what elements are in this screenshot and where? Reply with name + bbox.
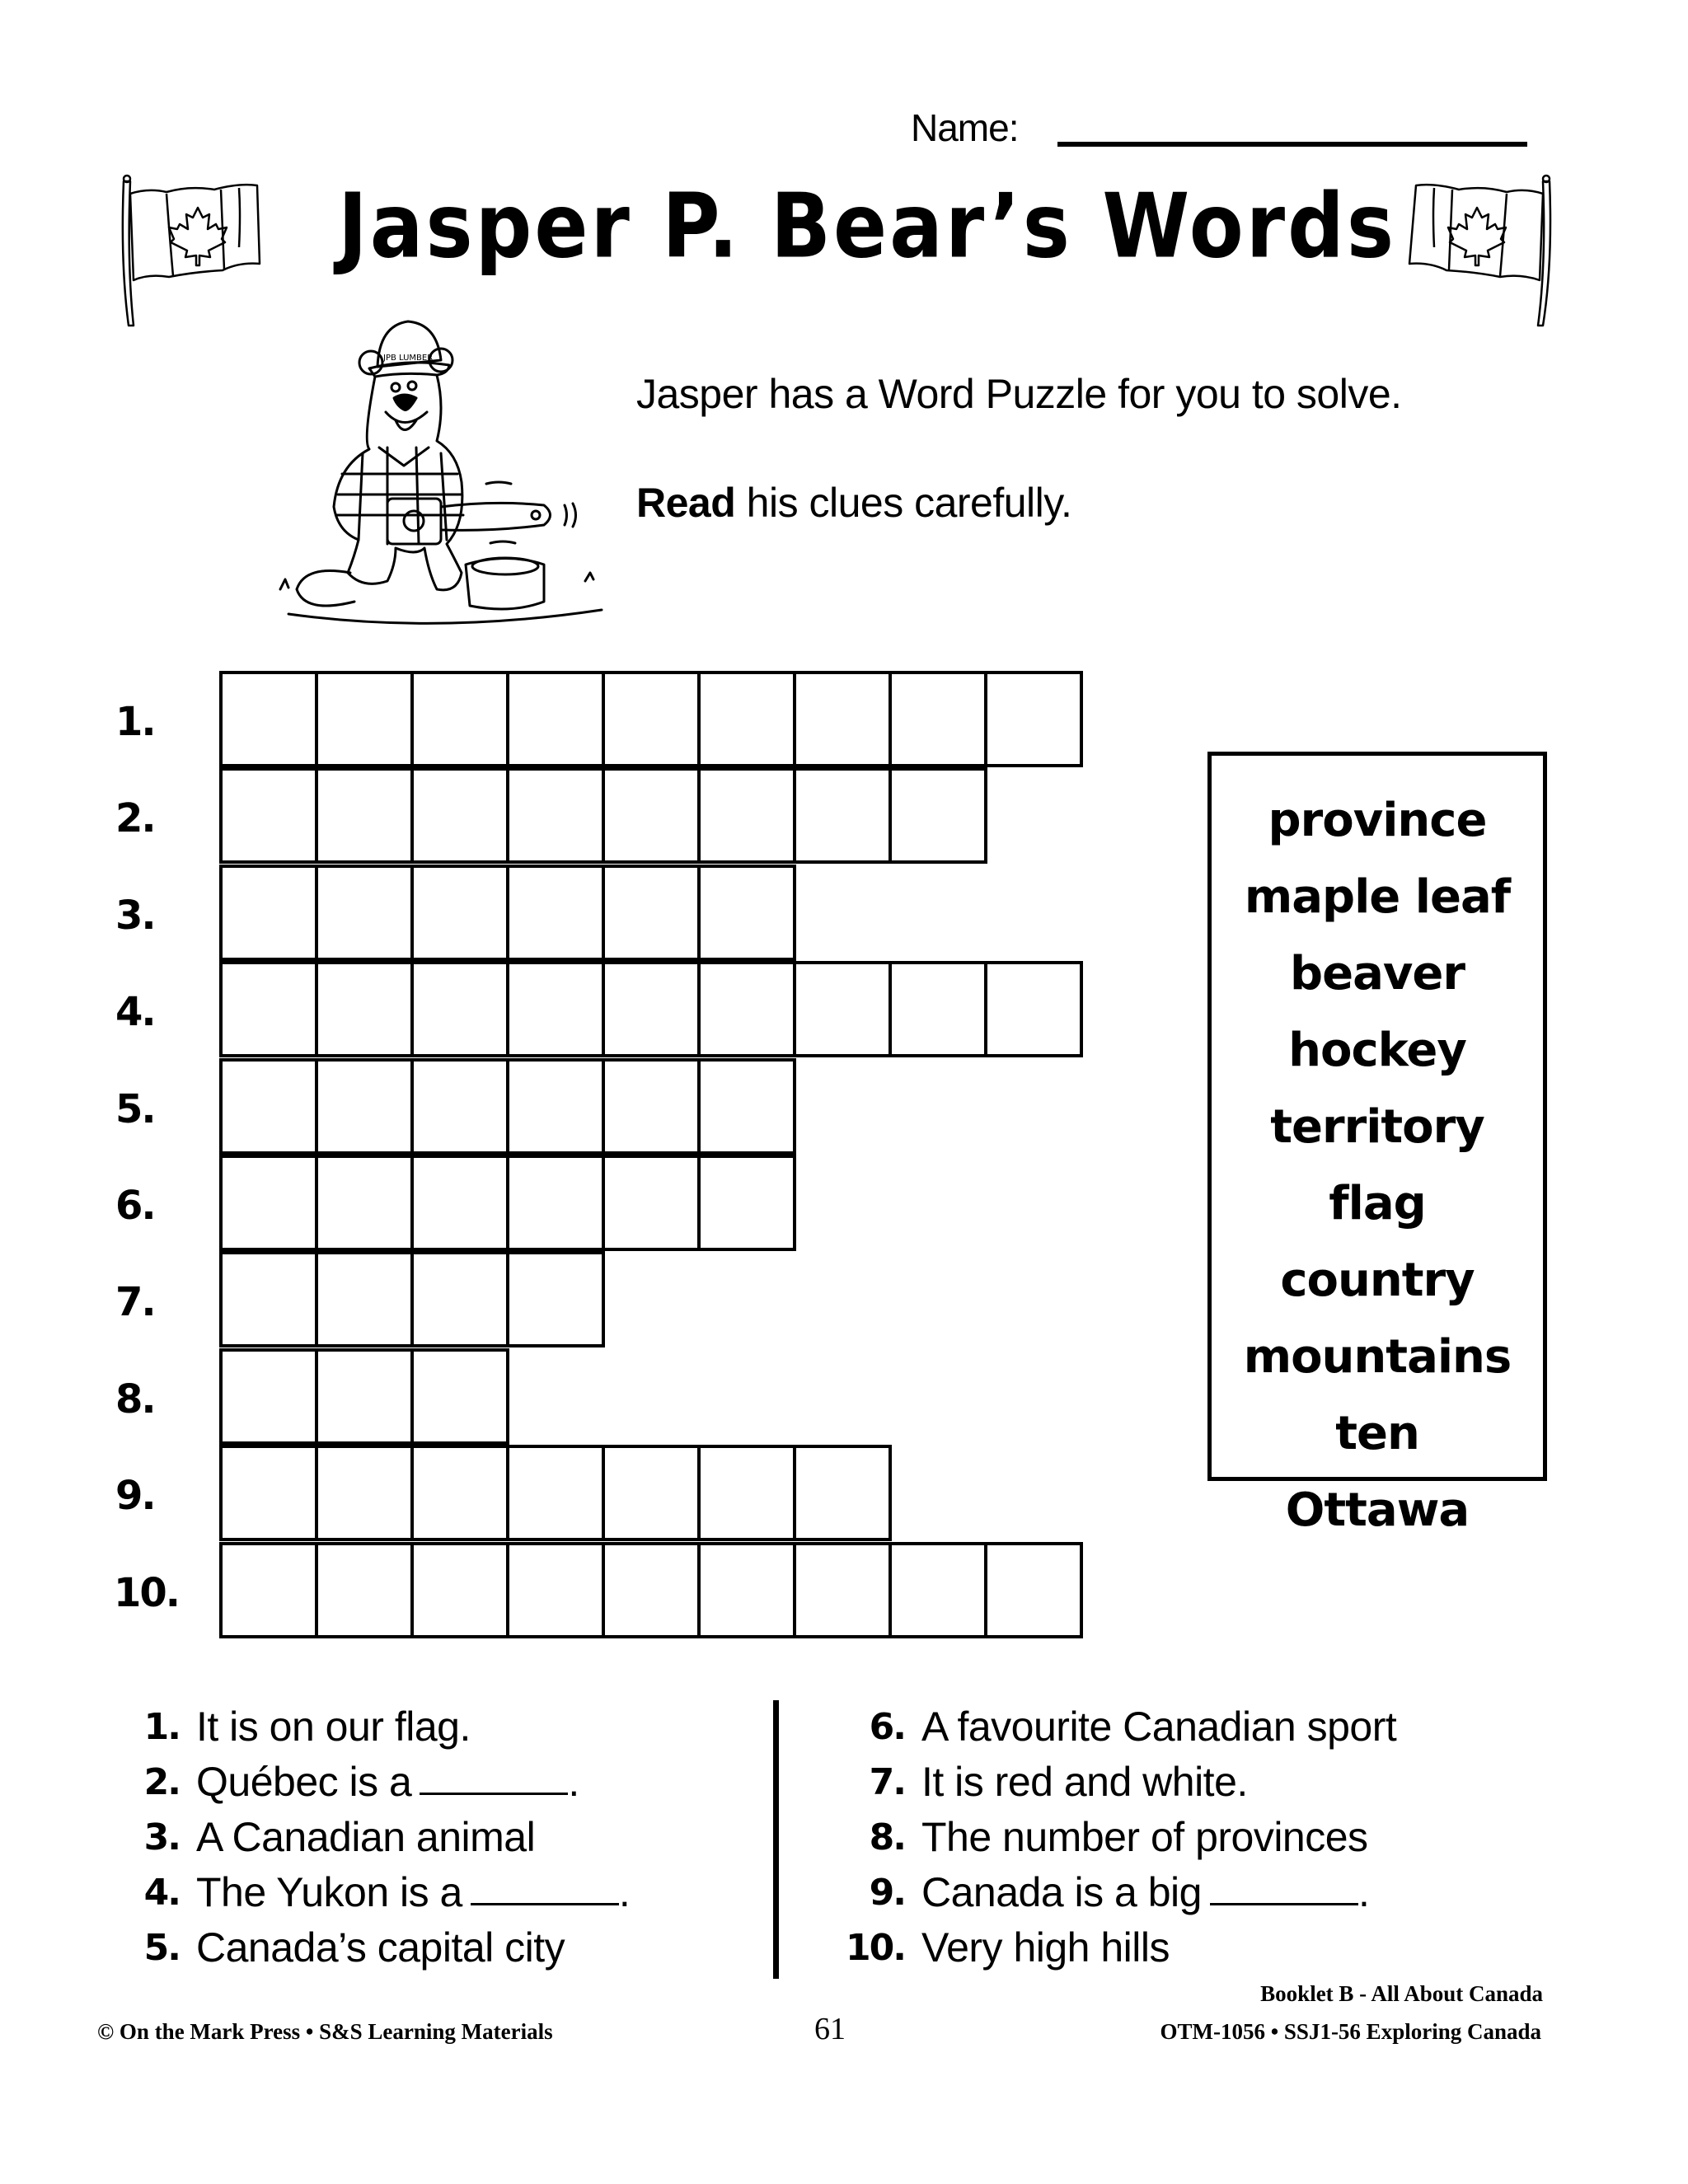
page-number: 61	[814, 2012, 846, 2046]
name-input-line[interactable]	[1057, 142, 1527, 147]
clue-number: 4.	[143, 1872, 180, 1914]
footer-series: OTM-1056 • SSJ1-56 Exploring Canada	[1160, 2019, 1541, 2044]
letter-cell[interactable]	[506, 1542, 605, 1638]
word-bank-item: mountains	[1243, 1330, 1512, 1384]
puzzle-row	[219, 868, 796, 964]
letter-cell[interactable]	[410, 1058, 509, 1155]
clue-item	[115, 1699, 758, 1755]
footer-booklet: Booklet B - All About Canada	[1260, 1981, 1543, 2006]
row-number: 3.	[115, 892, 155, 939]
clue-item	[115, 1865, 758, 1920]
letter-cell[interactable]	[889, 671, 987, 767]
clue-item	[115, 1920, 758, 1975]
puzzle-row	[219, 1158, 796, 1254]
letter-cell[interactable]	[506, 1058, 605, 1155]
letter-cell[interactable]	[984, 961, 1083, 1057]
puzzle-row	[219, 964, 1083, 1061]
letter-cell[interactable]	[219, 767, 318, 864]
clue-number: 5.	[143, 1927, 180, 1969]
letter-cell[interactable]	[315, 1058, 414, 1155]
letter-cell[interactable]	[315, 1155, 414, 1251]
letter-cell[interactable]	[793, 961, 892, 1057]
letter-cell[interactable]	[697, 865, 796, 961]
clue-text: It is red and white.	[921, 1759, 1248, 1805]
letter-cell[interactable]	[506, 767, 605, 864]
letter-cell[interactable]	[697, 671, 796, 767]
clue-suffix: .	[1357, 1869, 1370, 1915]
letter-cell[interactable]	[697, 1155, 796, 1251]
word-bank-item: country	[1280, 1254, 1475, 1307]
letter-cell[interactable]	[410, 1348, 509, 1445]
clue-number: 2.	[143, 1761, 180, 1803]
letter-cell[interactable]	[602, 1445, 701, 1541]
puzzle-row	[219, 1545, 1083, 1642]
row-number: 1.	[115, 699, 155, 745]
canada-flag-icon	[115, 165, 272, 338]
letter-cell[interactable]	[315, 961, 414, 1057]
clue-item	[841, 1755, 1566, 1810]
letter-cell[interactable]	[602, 865, 701, 961]
letter-cell[interactable]	[410, 767, 509, 864]
clue-number: 6.	[869, 1706, 905, 1748]
clue-item	[841, 1865, 1566, 1920]
letter-cell[interactable]	[410, 1445, 509, 1541]
svg-text:JPB LUMBER: JPB LUMBER	[383, 354, 434, 363]
page-title: Jasper P. Bear’s Words	[338, 175, 1396, 279]
read-instruction	[636, 478, 1419, 527]
word-bank-item: beaver	[1290, 947, 1465, 1001]
word-bank-item: province	[1268, 794, 1487, 847]
intro-text	[636, 369, 1419, 527]
clue-text: A favourite Canadian sport	[921, 1704, 1397, 1750]
clue-item	[115, 1755, 758, 1810]
clue-text: A Canadian animal	[196, 1814, 536, 1860]
word-bank	[1207, 752, 1547, 1537]
letter-cell[interactable]	[315, 865, 414, 961]
row-number: 6.	[115, 1183, 155, 1229]
letter-cell[interactable]	[219, 1348, 318, 1445]
letter-cell[interactable]	[984, 1542, 1083, 1638]
row-number: 7.	[115, 1279, 155, 1326]
letter-cell[interactable]	[219, 1445, 318, 1541]
clue-number: 8.	[869, 1816, 905, 1858]
clue-item	[115, 1810, 758, 1865]
clue-suffix: .	[618, 1869, 631, 1915]
clue-item	[841, 1699, 1566, 1755]
letter-cell[interactable]	[219, 1155, 318, 1251]
clue-text: The number of provinces	[921, 1814, 1368, 1860]
word-bank-item: territory	[1270, 1100, 1484, 1154]
row-number: 4.	[115, 989, 155, 1036]
clues-list-right	[841, 1699, 1566, 1975]
clue-text: Canada’s capital city	[196, 1924, 565, 1971]
letter-cell[interactable]	[506, 1155, 605, 1251]
letter-cell[interactable]	[697, 767, 796, 864]
clue-text: Québec is a	[196, 1759, 412, 1805]
letter-cell[interactable]	[506, 1251, 605, 1347]
letter-cell[interactable]	[410, 865, 509, 961]
clues-divider	[773, 1700, 779, 1979]
letter-cell[interactable]	[793, 1542, 892, 1638]
letter-cell[interactable]	[793, 767, 892, 864]
letter-cell[interactable]	[602, 1542, 701, 1638]
letter-cell[interactable]	[315, 1348, 414, 1445]
clue-text: The Yukon is a	[196, 1869, 462, 1915]
answer-blank	[471, 1865, 619, 1905]
letter-cell[interactable]	[889, 1542, 987, 1638]
letter-cell[interactable]	[984, 671, 1083, 767]
clue-number: 1.	[143, 1706, 180, 1748]
clue-item	[841, 1810, 1566, 1865]
row-number: 10.	[114, 1569, 180, 1616]
clue-text: It is on our flag.	[196, 1704, 471, 1750]
puzzle-row	[219, 1352, 509, 1448]
letter-cell[interactable]	[315, 1542, 414, 1638]
letter-cell[interactable]	[410, 671, 509, 767]
letter-cell[interactable]	[697, 1542, 796, 1638]
word-bank-item: hockey	[1288, 1024, 1466, 1077]
word-bank-item: ten	[1335, 1407, 1419, 1460]
row-number: 8.	[115, 1376, 155, 1422]
clue-number: 3.	[143, 1816, 180, 1858]
row-number: 2.	[115, 795, 155, 842]
letter-cell[interactable]	[506, 865, 605, 961]
clue-item	[841, 1920, 1566, 1975]
letter-cell[interactable]	[697, 1058, 796, 1155]
clue-text: Canada is a big	[921, 1869, 1202, 1915]
letter-cell[interactable]	[219, 1058, 318, 1155]
letter-cell[interactable]	[602, 767, 701, 864]
letter-cell[interactable]	[410, 1155, 509, 1251]
letter-cell[interactable]	[315, 1251, 414, 1347]
answer-blank	[1210, 1865, 1358, 1905]
clue-number: 9.	[869, 1872, 905, 1914]
word-bank-item: Ottawa	[1285, 1483, 1470, 1537]
letter-cell[interactable]	[506, 961, 605, 1057]
letter-cell[interactable]	[793, 1445, 892, 1541]
puzzle-row	[219, 771, 987, 867]
letter-cell[interactable]	[793, 671, 892, 767]
clue-number: 7.	[869, 1761, 905, 1803]
name-label: Name:	[911, 106, 1019, 149]
puzzle-row	[219, 1448, 892, 1544]
answer-blank	[420, 1755, 568, 1795]
letter-cell[interactable]	[315, 767, 414, 864]
word-bank-item: maple leaf	[1244, 870, 1511, 924]
clue-suffix: .	[568, 1759, 579, 1805]
read-rest: his clues carefully.	[735, 480, 1072, 526]
row-number: 5.	[115, 1085, 155, 1132]
letter-cell[interactable]	[602, 1058, 701, 1155]
word-bank-item: flag	[1329, 1177, 1426, 1230]
row-number: 9.	[115, 1473, 155, 1520]
letter-cell[interactable]	[506, 671, 605, 767]
letter-cell[interactable]	[697, 961, 796, 1057]
letter-cell[interactable]	[219, 1542, 318, 1638]
letter-cell[interactable]	[219, 671, 318, 767]
letter-cell[interactable]	[410, 1251, 509, 1347]
letter-cell[interactable]	[506, 1445, 605, 1541]
clues-list-left	[115, 1699, 758, 1975]
letter-cell[interactable]	[602, 1155, 701, 1251]
footer-copyright: © On the Mark Press • S&S Learning Materials	[97, 2019, 553, 2044]
letter-cell[interactable]	[219, 961, 318, 1057]
canada-flag-icon	[1401, 165, 1558, 338]
intro-line: Jasper has a Word Puzzle for you to solve.	[636, 371, 1402, 417]
jasper-bear-illustration	[272, 309, 610, 647]
letter-cell[interactable]	[410, 961, 509, 1057]
clue-number: 10.	[846, 1927, 905, 1969]
letter-cell[interactable]	[219, 1251, 318, 1347]
letter-cell[interactable]	[315, 1445, 414, 1541]
puzzle-row	[219, 1254, 605, 1351]
read-bold: Read	[636, 480, 736, 526]
letter-cell[interactable]	[219, 865, 318, 961]
clue-text: Very high hills	[921, 1924, 1170, 1971]
letter-cell[interactable]	[697, 1445, 796, 1541]
letter-cell[interactable]	[410, 1542, 509, 1638]
letter-cell[interactable]	[602, 671, 701, 767]
puzzle-row	[219, 1062, 796, 1158]
letter-cell[interactable]	[602, 961, 701, 1057]
letter-cell[interactable]	[889, 961, 987, 1057]
letter-cell[interactable]	[315, 671, 414, 767]
letter-cell[interactable]	[889, 767, 987, 864]
puzzle-row	[219, 674, 1083, 771]
